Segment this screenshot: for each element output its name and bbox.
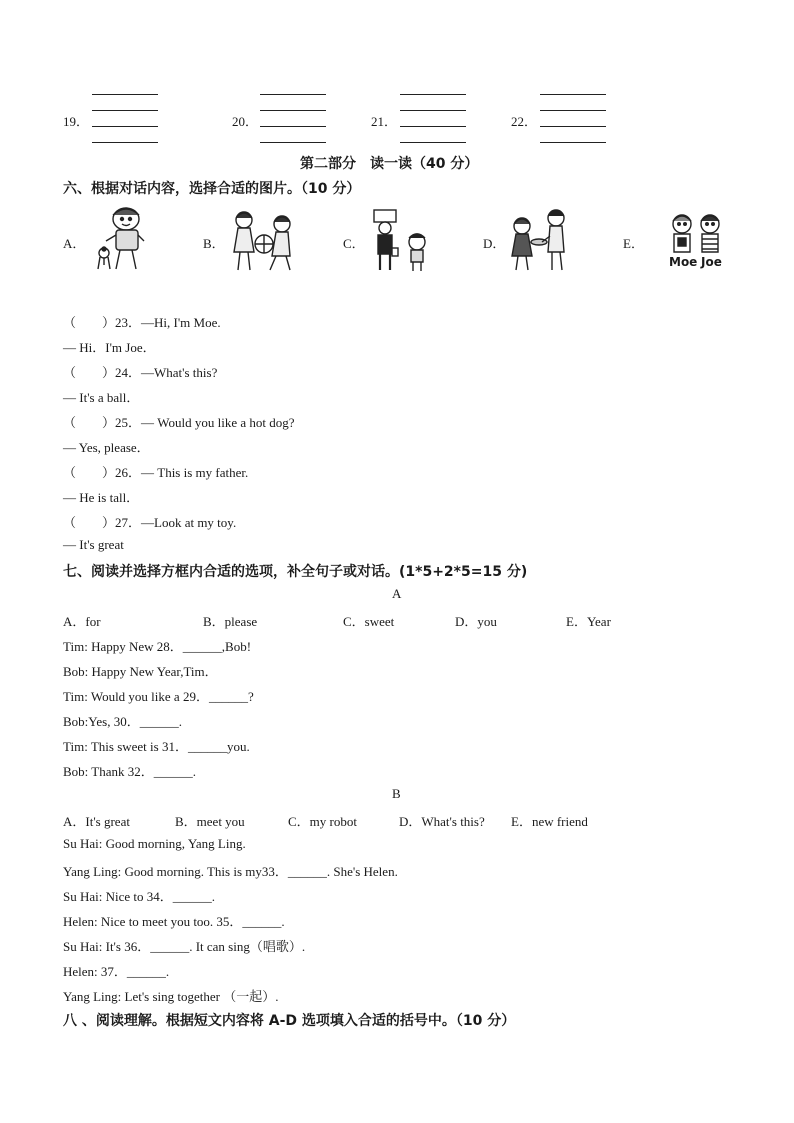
dialogue-line: Tim: Would you like a 29．______?	[63, 689, 254, 704]
answer-line[interactable]	[400, 110, 466, 111]
picture-a-boy-with-toy	[92, 205, 156, 275]
blank-number-22: 22．	[511, 114, 538, 129]
option-d: D．What's this?	[399, 814, 485, 829]
dialogue-line: Bob: Happy New Year,Tim．	[63, 664, 218, 679]
section-8-heading: 八 、阅读理解。根据短文内容将 A-D 选项填入合适的括号中。（10 分）	[63, 1013, 516, 1029]
dialogue-line: Su Hai: Nice to 34．______.	[63, 889, 216, 904]
answer-line[interactable]	[260, 142, 326, 143]
dialogue-line: Yang Ling: Good morning. This is my33．______. She's Helen.	[63, 864, 398, 879]
answer-26-line: — He is tall．	[63, 490, 140, 505]
answer-27-line: — It's great	[63, 537, 124, 552]
option-b: B．meet you	[175, 814, 245, 829]
dialogue-line: Yang Ling: Let's sing together （一起）.	[63, 989, 279, 1004]
answer-line[interactable]	[400, 126, 466, 127]
answer-line[interactable]	[540, 110, 606, 111]
answer-line[interactable]	[260, 94, 326, 95]
option-a: A．It's great	[63, 814, 130, 829]
option-b: B．please	[203, 614, 258, 629]
blank-number-21: 21．	[371, 114, 398, 129]
section-7-heading: 七、阅读并选择方框内合适的选项，补全句子或对话。(1*5+2*5=15 分)	[63, 564, 528, 580]
answer-line[interactable]	[260, 126, 326, 127]
question-26-line: （ ）26．— This is my father.	[63, 465, 249, 480]
answer-line[interactable]	[540, 142, 606, 143]
answer-line[interactable]	[540, 94, 606, 95]
section-6-heading: 六、根据对话内容，选择合适的图片。（10 分）	[63, 181, 361, 197]
question-27-line: （ ）27．—Look at my toy.	[63, 515, 237, 530]
dialogue-line: Su Hai: It's 36．______. It can sing（唱歌）.	[63, 939, 306, 954]
answer-line[interactable]	[400, 94, 466, 95]
dialogue-line: Bob:Yes, 30．______.	[63, 714, 182, 729]
dialogue-line: Tim: Happy New 28．______,Bob!	[63, 639, 252, 654]
dialogue-line: Su Hai: Good morning, Yang Ling.	[63, 836, 246, 851]
dialogue-line: Helen: 37．______.	[63, 964, 170, 979]
part-b-label: B	[392, 786, 401, 801]
picture-e-moe-and-joe	[666, 212, 726, 258]
answer-line[interactable]	[92, 110, 158, 111]
answer-line[interactable]	[92, 94, 158, 95]
part-a-label: A	[392, 586, 402, 601]
option-d: D．you	[455, 614, 497, 629]
picture-label-c: C．	[343, 236, 365, 251]
answer-24-line: — It's a ball．	[63, 390, 140, 405]
picture-e-name-moe: Moe	[669, 255, 698, 269]
answer-25-line: — Yes, please．	[63, 440, 150, 455]
option-e: E．Year	[566, 614, 611, 629]
question-24-line: （ ）24．—What's this?	[63, 365, 218, 380]
option-c: C．sweet	[343, 614, 395, 629]
option-e: E．new friend	[511, 814, 588, 829]
picture-c-tall-father-and-child	[372, 208, 432, 274]
part-two-title: 第二部分 读一读（40 分）	[300, 156, 479, 172]
picture-label-a: A．	[63, 236, 86, 251]
option-c: C．my robot	[288, 814, 357, 829]
dialogue-line: Helen: Nice to meet you too. 35．______.	[63, 914, 285, 929]
question-25-line: （ ）25．— Would you like a hot dog?	[63, 415, 295, 430]
picture-label-e: E．	[623, 236, 644, 251]
answer-23-line: — Hi．I'm Joe．	[63, 340, 156, 355]
picture-b-kids-with-ball	[230, 208, 298, 276]
answer-line[interactable]	[260, 110, 326, 111]
blank-number-20: 20．	[232, 114, 259, 129]
answer-line[interactable]	[92, 142, 158, 143]
picture-label-b: B．	[203, 236, 225, 251]
picture-d-offering-hot-dog	[508, 206, 570, 274]
answer-line[interactable]	[92, 126, 158, 127]
picture-label-d: D．	[483, 236, 506, 251]
dialogue-line: Tim: This sweet is 31．______you.	[63, 739, 250, 754]
answer-line[interactable]	[540, 126, 606, 127]
dialogue-line: Bob: Thank 32．______.	[63, 764, 197, 779]
blank-number-19: 19．	[63, 114, 90, 129]
answer-line[interactable]	[400, 142, 466, 143]
picture-e-name-joe: Joe	[701, 255, 722, 269]
option-a: A．for	[63, 614, 101, 629]
question-23-line: （ ）23．—Hi, I'm Moe.	[63, 315, 221, 330]
